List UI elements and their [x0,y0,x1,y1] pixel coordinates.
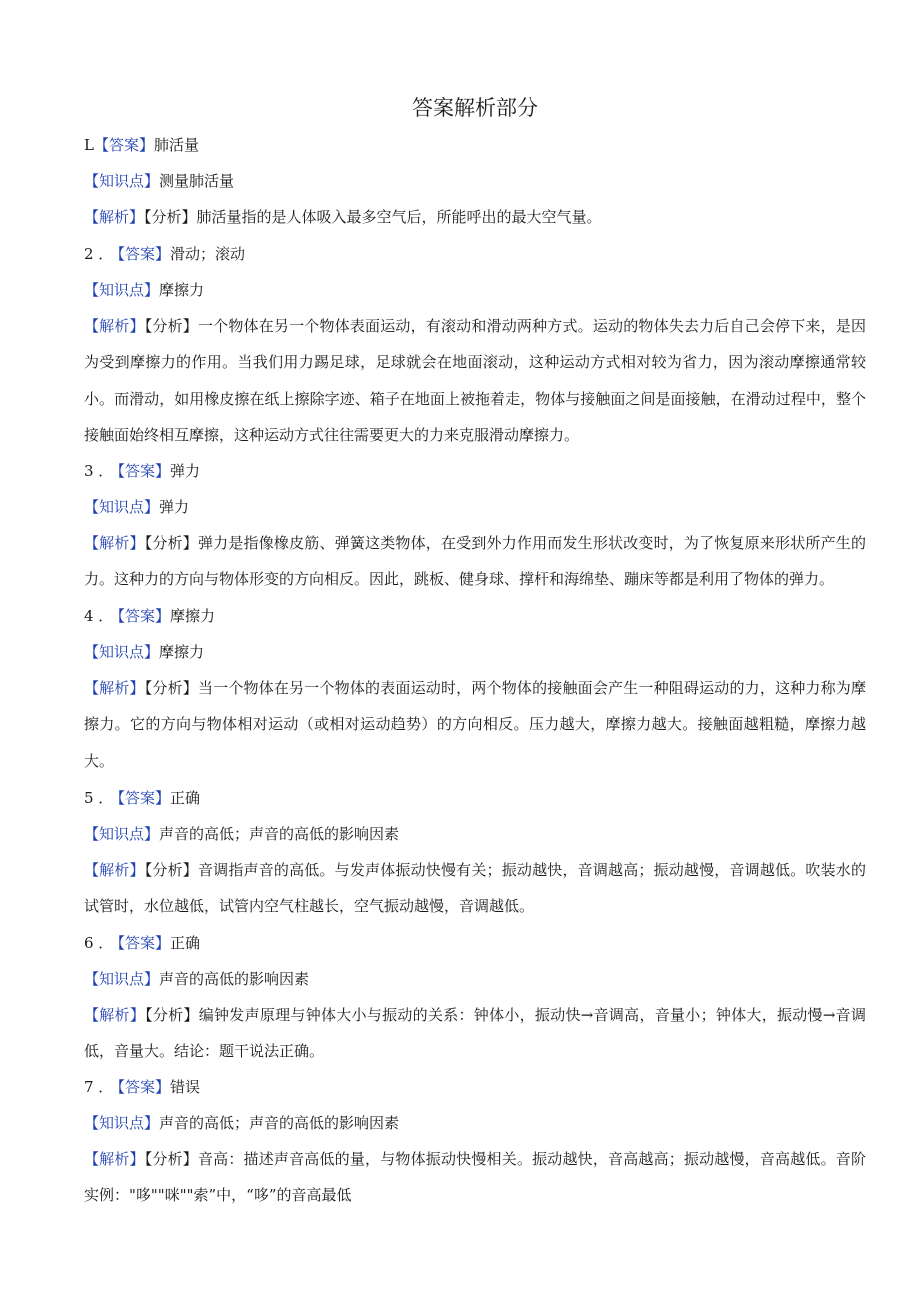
answer-line-3 [84,453,866,489]
analysis-para-7 [84,1141,866,1214]
analysis-para-2 [84,308,866,454]
analysis-label: 【解析】 [84,317,145,335]
knowledge-label: 【知识点】 [84,643,160,661]
analysis-text: 肺活量指的是人体吸入最多空气后，所能呼出的最大空气量。 [196,208,602,226]
answer-text: 肺活量 [153,136,199,154]
answer-line-7 [84,1069,866,1105]
knowledge-line-4 [84,634,866,670]
item-number: 4 ． [84,607,114,625]
knowledge-line-1 [84,163,866,199]
item-number: L [84,136,94,154]
knowledge-text: 声音的高低的影响因素 [159,970,310,988]
item-number: 7 ． [84,1078,114,1096]
item-number: 2 ． [84,245,114,263]
knowledge-line-5 [84,816,866,852]
analysis-label: 【解析】 [84,861,145,879]
knowledge-line-7 [84,1105,866,1141]
fenxi-label: 【分析】 [144,861,198,879]
knowledge-text: 摩擦力 [159,281,205,299]
analysis-label: 【解析】 [84,534,145,552]
answer-text: 正确 [170,789,201,807]
analysis-para-4 [84,670,866,779]
analysis-label: 【解析】 [84,1006,146,1024]
item-number: 6 ． [84,934,114,952]
item-number: 3 ． [84,462,114,480]
answer-text: 错误 [170,1078,201,1096]
knowledge-label: 【知识点】 [84,1114,160,1132]
analysis-label: 【解析】 [84,208,145,226]
analysis-para-6 [84,997,866,1070]
fenxi-label: 【分析】 [144,1150,198,1168]
analysis-para-3 [84,525,866,598]
answer-line-5 [84,780,866,816]
analysis-text: 编钟发声原理与钟体大小与振动的关系：钟体小，振动快→音调高，音量小；钟体大，振动慢→音调低，音量大。结论：题干说法正确。 [84,1006,866,1061]
fenxi-label: 【分析】 [145,1006,199,1024]
item-number: 5 ． [84,789,114,807]
answer-text: 正确 [170,934,201,952]
fenxi-label: 【分析】 [144,534,198,552]
analysis-text: 当一个物体在另一个物体的表面运动时，两个物体的接触面会产生一种阻碍运动的力，这种力称为摩擦力。它的方向与物体相对运动（或相对运动趋势）的方向相反。压力越大，摩擦力越大。接触面越粗糙，摩擦力越大。 [84,679,866,770]
knowledge-line-2 [84,272,866,308]
knowledge-text: 测量肺活量 [159,172,235,190]
knowledge-text: 摩擦力 [159,643,205,661]
analysis-text: 弹力是指像橡皮筋、弹簧这类物体，在受到外力作用而发生形状改变时，为了恢复原来形状所产生的力。这种力的方向与物体形变的方向相反。因此，跳板、健身球、撑杆和海绵垫、蹦床等都是利用了物体的弹力。 [84,534,866,589]
answer-line-2 [84,236,866,272]
knowledge-label: 【知识点】 [84,172,160,190]
knowledge-label: 【知识点】 [84,970,160,988]
answer-label: 【答案】 [110,607,171,625]
knowledge-text: 声音的高低；声音的高低的影响因素 [159,1114,400,1132]
answer-text: 滑动；滚动 [170,245,246,263]
analysis-text: 一个物体在另一个物体表面运动，有滚动和滑动两种方式。运动的物体失去力后自己会停下来，是因为受到摩擦力的作用。当我们用力踢足球，足球就会在地面滚动，这种运动方式相对较为省力，因为滚动摩擦通常较小。而滑动，如用橡皮擦在纸上擦除字迹、箱子在地面上被拖着走，物体与接触面之间是面接触，在滑动过程中，整个接触面始终相互摩擦，这种运动方式往往需要更大的力来克服滑动摩擦力。 [84,317,866,445]
analysis-label: 【解析】 [84,679,145,697]
answer-line-1 [84,127,866,163]
knowledge-label: 【知识点】 [84,281,160,299]
answer-label: 【答案】 [93,136,154,154]
answer-line-4 [84,598,866,634]
answer-label: 【答案】 [110,934,171,952]
answer-label: 【答案】 [110,1078,171,1096]
fenxi-label: 【分析】 [144,208,197,226]
fenxi-label: 【分析】 [144,317,198,335]
knowledge-label: 【知识点】 [84,825,160,843]
analysis-text: 音高：描述声音高低的量，与物体振动快慢相关。振动越快，音高越高；振动越慢，音高越低。音阶实例："哆""咪""索”中，“哆”的音高最低 [84,1150,866,1205]
analysis-text: 音调指声音的高低。与发声体振动快慢有关；振动越快，音调越高；振动越慢，音调越低。吹装水的试管时，水位越低，试管内空气柱越长，空气振动越慢，音调越低。 [84,861,866,916]
fenxi-label: 【分析】 [144,679,198,697]
knowledge-text: 声音的高低；声音的高低的影响因素 [159,825,400,843]
analysis-para-1 [84,199,866,235]
knowledge-line-3 [84,489,866,525]
analysis-para-5 [84,852,866,925]
knowledge-label: 【知识点】 [84,498,160,516]
analysis-label: 【解析】 [84,1150,145,1168]
knowledge-line-6 [84,961,866,997]
page-title: 答案解析部分 [412,96,538,120]
answer-label: 【答案】 [110,245,171,263]
answer-line-6 [84,925,866,961]
answer-label: 【答案】 [110,462,171,480]
answer-label: 【答案】 [110,789,171,807]
knowledge-text: 弹力 [159,498,190,516]
answer-text: 摩擦力 [170,607,216,625]
answer-text: 弹力 [170,462,201,480]
